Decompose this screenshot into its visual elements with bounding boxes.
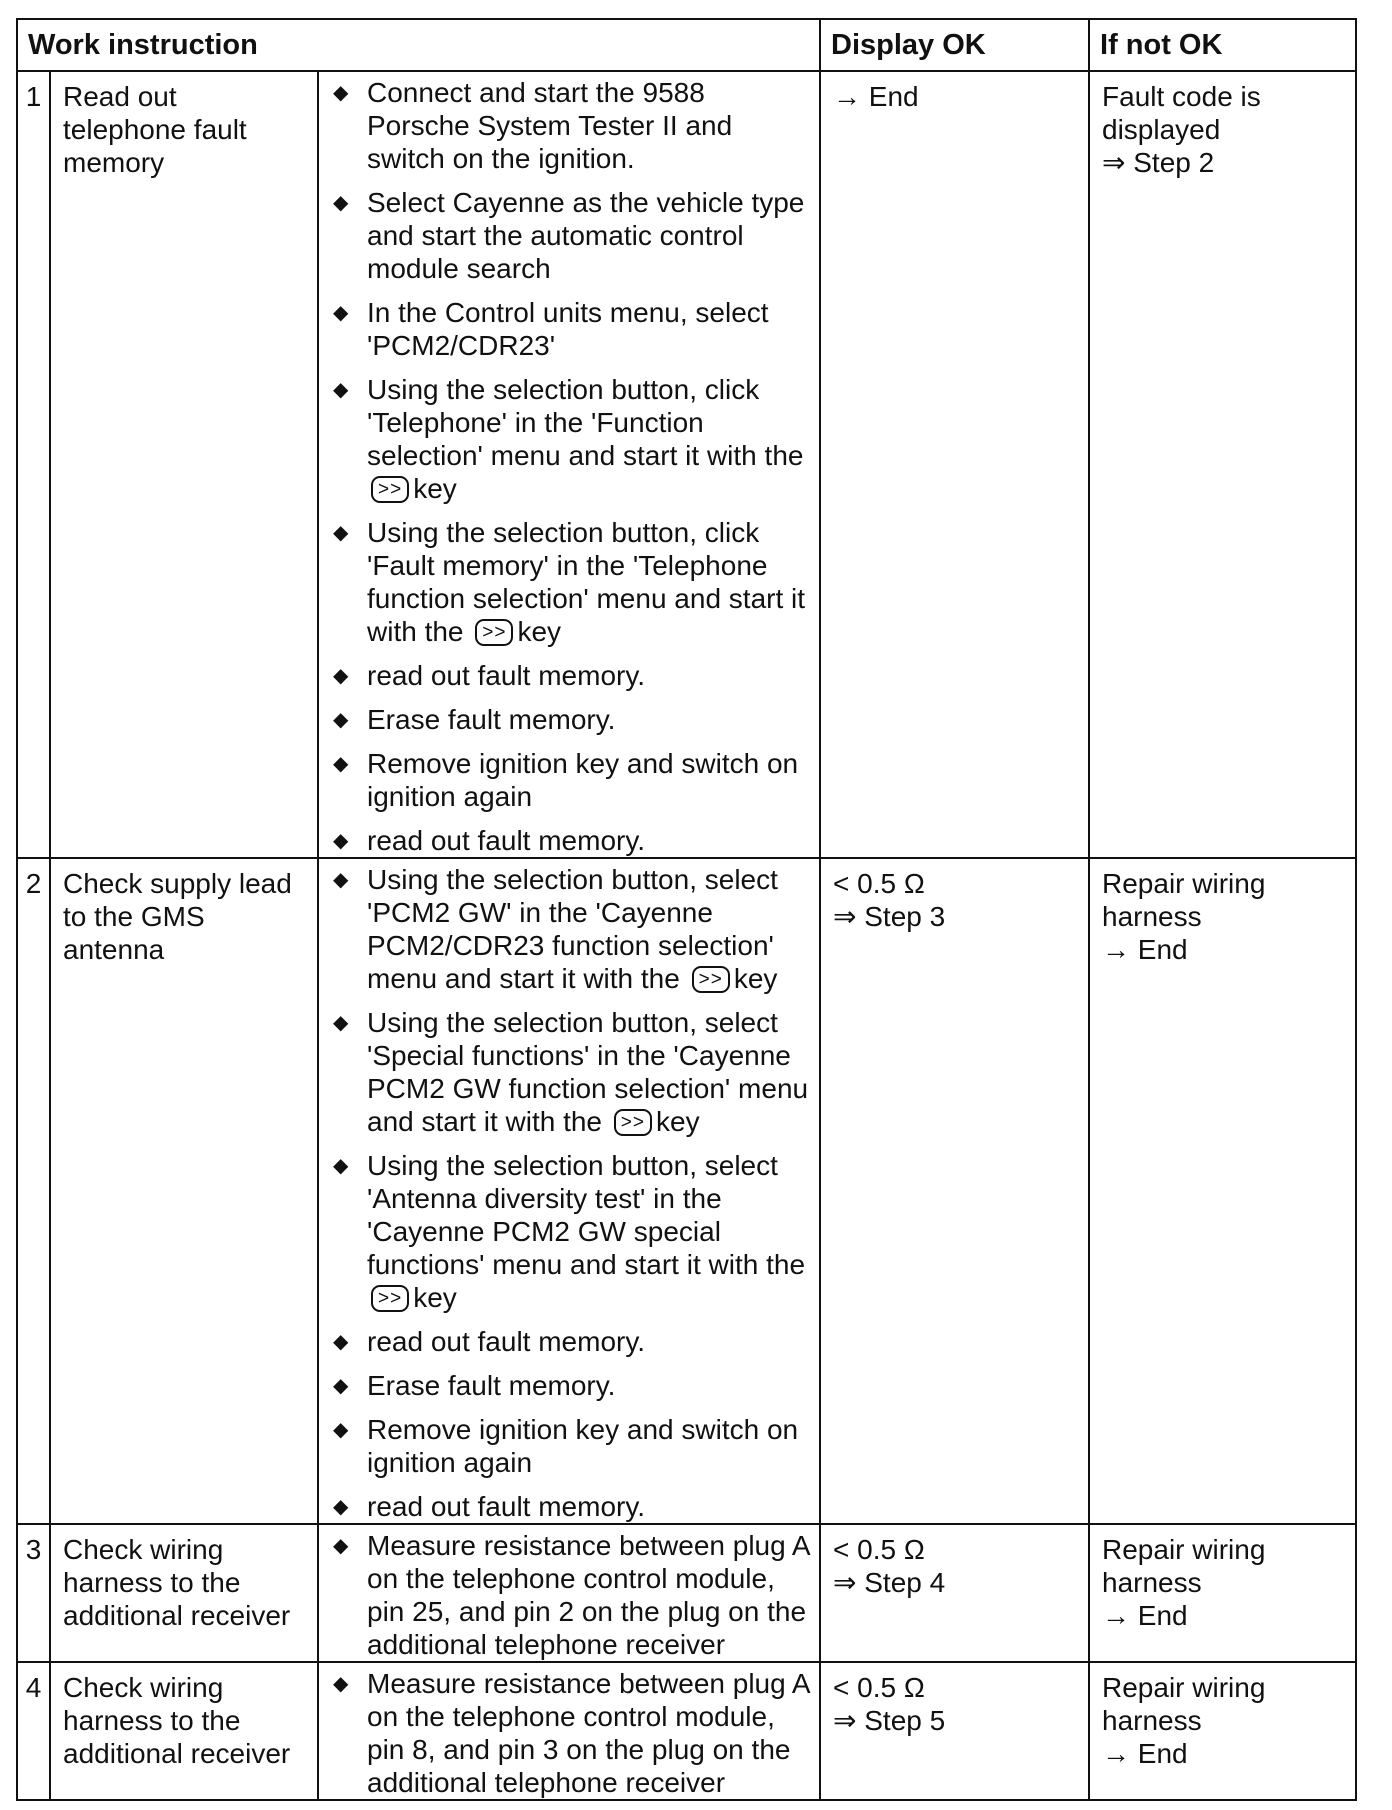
instruction-item xyxy=(327,76,813,175)
step-title: Check supply lead to the GMS antenna xyxy=(50,858,318,1524)
bullet-diamond-icon: ◆ xyxy=(333,522,349,544)
if-not-ok-result xyxy=(1089,1662,1356,1800)
instruction-text: read out fault memory. xyxy=(367,1491,646,1522)
instruction-text: Using the selection button, select 'Special functions' in the 'Cayenne PCM2 GW function selection' menu and start it with the xyxy=(367,1007,809,1137)
instruction-item xyxy=(327,747,813,813)
instruction-text: Using the selection button, click 'Telephone' in the 'Function selection' menu and start it with the xyxy=(367,374,804,471)
bullet-diamond-icon: ◆ xyxy=(333,1535,349,1557)
if-not-ok-result xyxy=(1089,1524,1356,1662)
display-ok-result xyxy=(820,858,1089,1524)
forward-key-icon: >> xyxy=(371,476,409,503)
instruction-item xyxy=(327,1529,813,1661)
instruction-list xyxy=(327,863,813,1523)
bullet-diamond-icon: ◆ xyxy=(333,709,349,731)
instruction-suffix: key xyxy=(517,616,562,647)
forward-key-icon: >> xyxy=(614,1109,652,1136)
instruction-item xyxy=(327,1006,813,1138)
instruction-item xyxy=(327,659,813,692)
instruction-list xyxy=(327,1667,813,1799)
instruction-suffix: key xyxy=(733,963,778,994)
instruction-text: Measure resistance between plug A on the telephone control module, pin 8, and pin 3 on the plug on the additional telephone receiver xyxy=(367,1668,810,1798)
result-line: Repair wiring harness xyxy=(1102,1534,1266,1598)
bullet-diamond-icon: ◆ xyxy=(333,753,349,775)
if-not-ok-result xyxy=(1089,71,1356,858)
instruction-suffix: key xyxy=(656,1106,700,1137)
bullet-diamond-icon: ◆ xyxy=(333,379,349,401)
instruction-text: Using the selection button, click 'Fault memory' in the 'Telephone function selection' menu and start it with the xyxy=(367,517,806,647)
bullet-diamond-icon: ◆ xyxy=(333,302,349,324)
instruction-suffix: key xyxy=(413,473,457,504)
instruction-text: Measure resistance between plug A on the telephone control module, pin 25, and pin 2 on the plug on the additional telephone receiver xyxy=(367,1530,810,1660)
bullet-diamond-icon: ◆ xyxy=(333,665,349,687)
table-row xyxy=(17,1524,1356,1662)
table-row xyxy=(17,858,1356,1524)
instruction-list xyxy=(327,76,813,857)
step-number: 4 xyxy=(17,1662,50,1800)
step-number: 1 xyxy=(17,71,50,858)
result-line: Fault code is displayed xyxy=(1102,81,1261,145)
forward-key-icon: >> xyxy=(371,1285,409,1312)
step-instructions xyxy=(318,1524,820,1662)
bullet-diamond-icon: ◆ xyxy=(333,192,349,214)
header-work-instruction: Work instruction xyxy=(17,19,820,71)
table-row xyxy=(17,1662,1356,1800)
step-title: Check wiring harness to the additional receiver xyxy=(50,1524,318,1662)
header-if-not-ok: If not OK xyxy=(1089,19,1356,71)
instruction-text: Connect and start the 9588 Porsche System Tester II and switch on the ignition. xyxy=(367,77,733,174)
instruction-text: Erase fault memory. xyxy=(367,704,616,735)
bullet-diamond-icon: ◆ xyxy=(333,1673,349,1695)
display-ok-result xyxy=(820,1662,1089,1800)
bullet-diamond-icon: ◆ xyxy=(333,82,349,104)
step-number: 2 xyxy=(17,858,50,1524)
instruction-item xyxy=(327,516,813,648)
instruction-item xyxy=(327,1149,813,1314)
display-ok-result xyxy=(820,71,1089,858)
table-header-row xyxy=(17,19,1356,71)
result-line: < 0.5 Ω xyxy=(833,1672,925,1703)
result-line: Repair wiring harness xyxy=(1102,1672,1266,1736)
result-line: < 0.5 Ω xyxy=(833,868,925,899)
instruction-text: Select Cayenne as the vehicle type and start the automatic control module search xyxy=(367,187,805,284)
bullet-diamond-icon: ◆ xyxy=(333,869,349,891)
display-ok-result xyxy=(820,1524,1089,1662)
instruction-item xyxy=(327,703,813,736)
instruction-text: read out fault memory. xyxy=(367,1326,646,1357)
instruction-item xyxy=(327,1369,813,1402)
instruction-text: Remove ignition key and switch on ignition again xyxy=(367,1414,799,1478)
result-line: ⇒ Step 3 xyxy=(833,901,946,932)
result-line: ⇒ Step 2 xyxy=(1102,147,1215,178)
instruction-text: read out fault memory. xyxy=(367,660,646,691)
step-instructions xyxy=(318,858,820,1524)
instruction-item xyxy=(327,863,813,995)
work-instruction-table xyxy=(16,18,1357,1801)
step-number: 3 xyxy=(17,1524,50,1662)
bullet-diamond-icon: ◆ xyxy=(333,830,349,852)
instruction-item xyxy=(327,373,813,505)
instruction-item xyxy=(327,1667,813,1799)
instruction-text: Using the selection button, select 'PCM2 GW' in the 'Cayenne PCM2/CDR23 function selection' menu and start it with the xyxy=(367,864,778,994)
result-line: → End xyxy=(1102,934,1188,965)
instruction-item xyxy=(327,296,813,362)
instruction-item xyxy=(327,1325,813,1358)
bullet-diamond-icon: ◆ xyxy=(333,1419,349,1441)
if-not-ok-result xyxy=(1089,858,1356,1524)
instruction-text: Remove ignition key and switch on ignition again xyxy=(367,748,799,812)
forward-key-icon: >> xyxy=(692,966,730,993)
result-line: → End xyxy=(833,81,919,112)
instruction-text: Using the selection button, select 'Antenna diversity test' in the 'Cayenne PCM2 GW special functions' menu and start it with the xyxy=(367,1150,806,1280)
step-instructions xyxy=(318,1662,820,1800)
table-row xyxy=(17,71,1356,858)
bullet-diamond-icon: ◆ xyxy=(333,1331,349,1353)
result-line: Repair wiring harness xyxy=(1102,868,1266,932)
result-line: → End xyxy=(1102,1600,1188,1631)
forward-key-icon: >> xyxy=(475,619,513,646)
step-instructions xyxy=(318,71,820,858)
instruction-item xyxy=(327,186,813,285)
result-line: → End xyxy=(1102,1738,1188,1769)
instruction-item xyxy=(327,1490,813,1523)
instruction-item xyxy=(327,1413,813,1479)
result-line: ⇒ Step 5 xyxy=(833,1705,946,1736)
instruction-text: Erase fault memory. xyxy=(367,1370,616,1401)
table-body xyxy=(17,71,1356,1800)
step-title: Read out telephone fault memory xyxy=(50,71,318,858)
instruction-list xyxy=(327,1529,813,1661)
instruction-item xyxy=(327,824,813,857)
bullet-diamond-icon: ◆ xyxy=(333,1012,349,1034)
instruction-suffix: key xyxy=(413,1282,457,1313)
bullet-diamond-icon: ◆ xyxy=(333,1375,349,1397)
instruction-text: read out fault memory. xyxy=(367,825,646,856)
result-line: ⇒ Step 4 xyxy=(833,1567,946,1598)
bullet-diamond-icon: ◆ xyxy=(333,1155,349,1177)
step-title: Check wiring harness to the additional receiver xyxy=(50,1662,318,1800)
instruction-text: In the Control units menu, select 'PCM2/CDR23' xyxy=(367,297,769,361)
header-display-ok: Display OK xyxy=(820,19,1089,71)
result-line: < 0.5 Ω xyxy=(833,1534,925,1565)
bullet-diamond-icon: ◆ xyxy=(333,1496,349,1518)
